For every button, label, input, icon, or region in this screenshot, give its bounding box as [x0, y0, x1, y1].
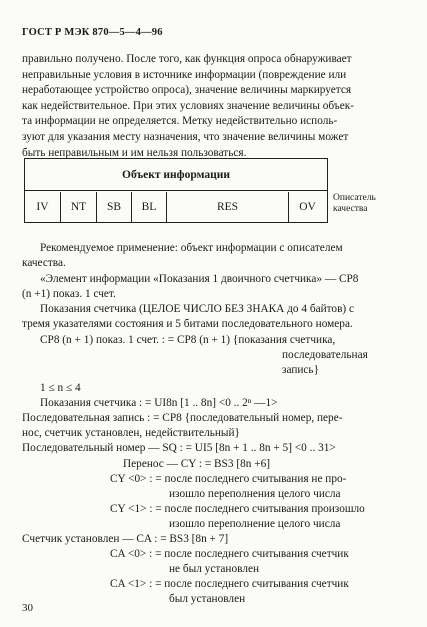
- text-line: Показания счетчика : = UI8n [1 .. 8n] <0 .. 2ⁿ —1>: [40, 397, 278, 409]
- text-line: неработающее устройство опроса), значение величины маркируется: [22, 84, 352, 97]
- text-line: как недействительное. При этих условиях значение величины объек-: [22, 99, 354, 112]
- page-number: 30: [22, 602, 33, 614]
- text-line: CP8 (n + 1) показ. 1 счет. : = CP8 (n + 1) {показания счетчика,: [40, 334, 336, 346]
- text-line: нос, счетчик установлен, недействительный}: [22, 427, 240, 439]
- quality-descriptor-note: [333, 193, 376, 215]
- text-line: изошло переполнения целого числа: [169, 488, 341, 500]
- text-line: Перенос — CY : = BS3 [8n +6]: [123, 458, 270, 470]
- text-line: 1 ≤ n ≤ 4: [40, 382, 81, 394]
- information-object-table: [24, 158, 328, 223]
- text-line: (n +1) показ. 1 счет.: [22, 288, 116, 300]
- table-cell-sb: SB: [97, 192, 132, 222]
- table-cell-iv: IV: [25, 192, 61, 222]
- text-line: последовательная: [282, 349, 368, 361]
- text-line: изошло переполнение целого числа: [169, 518, 341, 530]
- text-line: Последовательная запись : = CP8 {последовательный номер, пере-: [22, 412, 343, 424]
- text-line: CY <0> : = после последнего считывания не про-: [110, 473, 347, 485]
- side-note-line: Описатель: [333, 193, 376, 203]
- table-cell-ov: OV: [299, 201, 316, 213]
- table-cell-nt: NT: [61, 192, 97, 222]
- text-line: Последовательный номер — SQ : = UI5 [8n + 1 .. 8n + 5] <0 .. 31>: [22, 442, 336, 454]
- text-line: качества.: [22, 257, 66, 269]
- text-line: CA <1> : = после последнего считывания счетчик: [110, 578, 349, 590]
- text-line: та информации не определяется. Метку недействительно исполь-: [22, 115, 338, 128]
- table-cell-bl: BL: [132, 192, 167, 222]
- page-header: ГОСТ Р МЭК 870—5—4—96: [22, 27, 163, 38]
- table-row: [25, 192, 327, 222]
- text-line: зуют для указания месту назначения, что значение величины может: [22, 130, 349, 143]
- text-line: правильно получено. После того, как функция опроса обнаруживает: [22, 53, 352, 65]
- text-line: CY <1> : = после последнего считывания произошло: [110, 503, 365, 515]
- text-line: Показания счетчика (ЦЕЛОЕ ЧИСЛО БЕЗ ЗНАКА до 4 байтов) с: [40, 303, 355, 315]
- text-line: не был установлен: [169, 563, 260, 575]
- table-cell-res: RES: [167, 192, 289, 222]
- text-line: быть неправильным и им нельзя пользоваться.: [22, 146, 247, 159]
- text-line: запись}: [282, 364, 320, 376]
- text-line: Счетчик установлен — CA : = BS3 [8n + 7]: [22, 533, 229, 545]
- text-line: CA <0> : = после последнего считывания счетчик: [110, 548, 349, 560]
- text-line: был установлен: [169, 593, 246, 605]
- text-line: «Элемент информации «Показания 1 двоичного счетчика» — CP8: [40, 273, 359, 285]
- side-note-line: качества: [333, 204, 368, 214]
- intro-paragraph: [22, 52, 394, 161]
- text-line: неправильные условия в источнике информации (повреждение или: [22, 68, 347, 81]
- text-line: Рекомендуемое применение: объект информации с описателем: [40, 242, 343, 254]
- text-line: тремя указателями состояния и 5 битами последовательного номера.: [22, 318, 353, 330]
- table-title: Объект информации: [25, 159, 327, 191]
